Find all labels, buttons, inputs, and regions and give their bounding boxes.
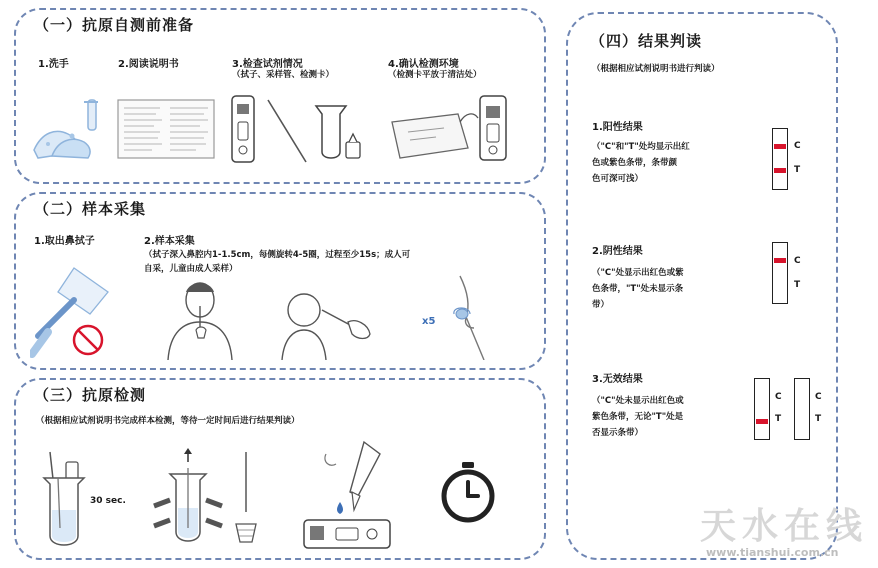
section-prep-title: （一）抗原自测前准备 — [34, 16, 195, 34]
positive-result-desc-3: 色可深可浅） — [592, 174, 644, 184]
invalid-test-band — [756, 419, 768, 424]
sample-tube-soak-icon — [36, 448, 92, 552]
step-check-env-note: （检测卡平放于清洁处） — [388, 70, 482, 80]
hand-washing-icon — [28, 92, 104, 168]
squeeze-tube-icon — [152, 448, 224, 552]
positive-test-band — [774, 168, 786, 173]
step-check-env-label: 4.确认检测环境 — [388, 59, 459, 70]
positive-result-desc-2: 色或紫色条带，条带颜 — [592, 158, 678, 168]
invalid-strip1-t-label: T — [775, 414, 782, 424]
step-check-kit-note: （拭子、采样管、检测卡） — [232, 70, 335, 80]
invalid-test-strip-blank — [794, 378, 810, 440]
positive-t-label: T — [794, 165, 801, 175]
negative-result-title: 2.阴性结果 — [592, 246, 643, 257]
section-result-title: （四）结果判读 — [590, 32, 703, 50]
soak-duration-label: 30 sec. — [90, 496, 126, 506]
negative-control-band — [774, 258, 786, 263]
nostril-rotation-icon — [440, 272, 500, 360]
section-antigen-test-title: （三）抗原检测 — [34, 386, 147, 404]
invalid-result-desc-1: （"C"处未显示出红色或 — [592, 396, 684, 406]
antigen-test-instructions: （根据相应试剂说明书完成样本检测，等待一定时间后进行结果判读） — [36, 416, 300, 426]
invalid-test-strip-with-t-band — [754, 378, 770, 440]
result-subtitle: （根据相应试剂说明书进行判读） — [592, 64, 720, 74]
sampling-instructions-line1: （拭子深入鼻腔内1-1.5cm，每侧旋转4-5圈，过程至少15s；成人可 — [144, 250, 411, 260]
instruction-manual-icon — [116, 98, 216, 160]
positive-result-desc-1: （"C"和"T"处均显示出红 — [592, 142, 690, 152]
invalid-strip1-c-label: C — [775, 392, 782, 402]
negative-result-desc-2: 色条带，"T"处未显示条 — [592, 284, 684, 294]
drop-sample-onto-card-icon — [300, 440, 394, 552]
invalid-result-title: 3.无效结果 — [592, 374, 643, 385]
swab-package-icon — [30, 262, 114, 358]
negative-result-desc-3: 带） — [592, 300, 610, 310]
section-sampling-title: （二）样本采集 — [34, 200, 147, 218]
positive-result-title: 1.阳性结果 — [592, 122, 643, 133]
step-take-swab-label: 1.取出鼻拭子 — [34, 236, 95, 247]
invalid-strip2-c-label: C — [815, 392, 822, 402]
step-check-kit-label: 3.检查试剂情况 — [232, 59, 303, 70]
positive-c-label: C — [794, 141, 801, 151]
sampling-instructions-line2: 自采，儿童由成人采样） — [144, 264, 238, 274]
clean-surface-test-card-icon — [388, 92, 528, 168]
positive-control-band — [774, 144, 786, 149]
step-read-manual-label: 2.阅读说明书 — [118, 59, 179, 70]
negative-t-label: T — [794, 280, 801, 290]
child-swab-by-adult-icon — [278, 288, 374, 360]
step-sample-collect-label: 2.样本采集 — [144, 236, 195, 247]
invalid-result-desc-3: 否显示条带） — [592, 428, 644, 438]
step-wash-hands-label: 1.洗手 — [38, 59, 69, 70]
test-kit-items-icon — [228, 92, 378, 168]
invalid-strip2-t-label: T — [815, 414, 822, 424]
swab-discard-and-cap-icon — [232, 450, 262, 550]
adult-self-swab-icon — [160, 278, 240, 360]
negative-c-label: C — [794, 256, 801, 266]
positive-test-strip — [772, 128, 788, 190]
invalid-result-desc-2: 紫色条带，无论"T"处是 — [592, 412, 684, 422]
stopwatch-icon — [440, 460, 496, 524]
watermark-url: www.tianshui.com.cn — [706, 546, 839, 559]
negative-test-strip — [772, 242, 788, 304]
rotate-count-label: x5 — [422, 316, 436, 327]
negative-result-desc-1: （"C"处显示出红色或紫 — [592, 268, 684, 278]
watermark-logo: 天水在线 — [700, 505, 869, 547]
